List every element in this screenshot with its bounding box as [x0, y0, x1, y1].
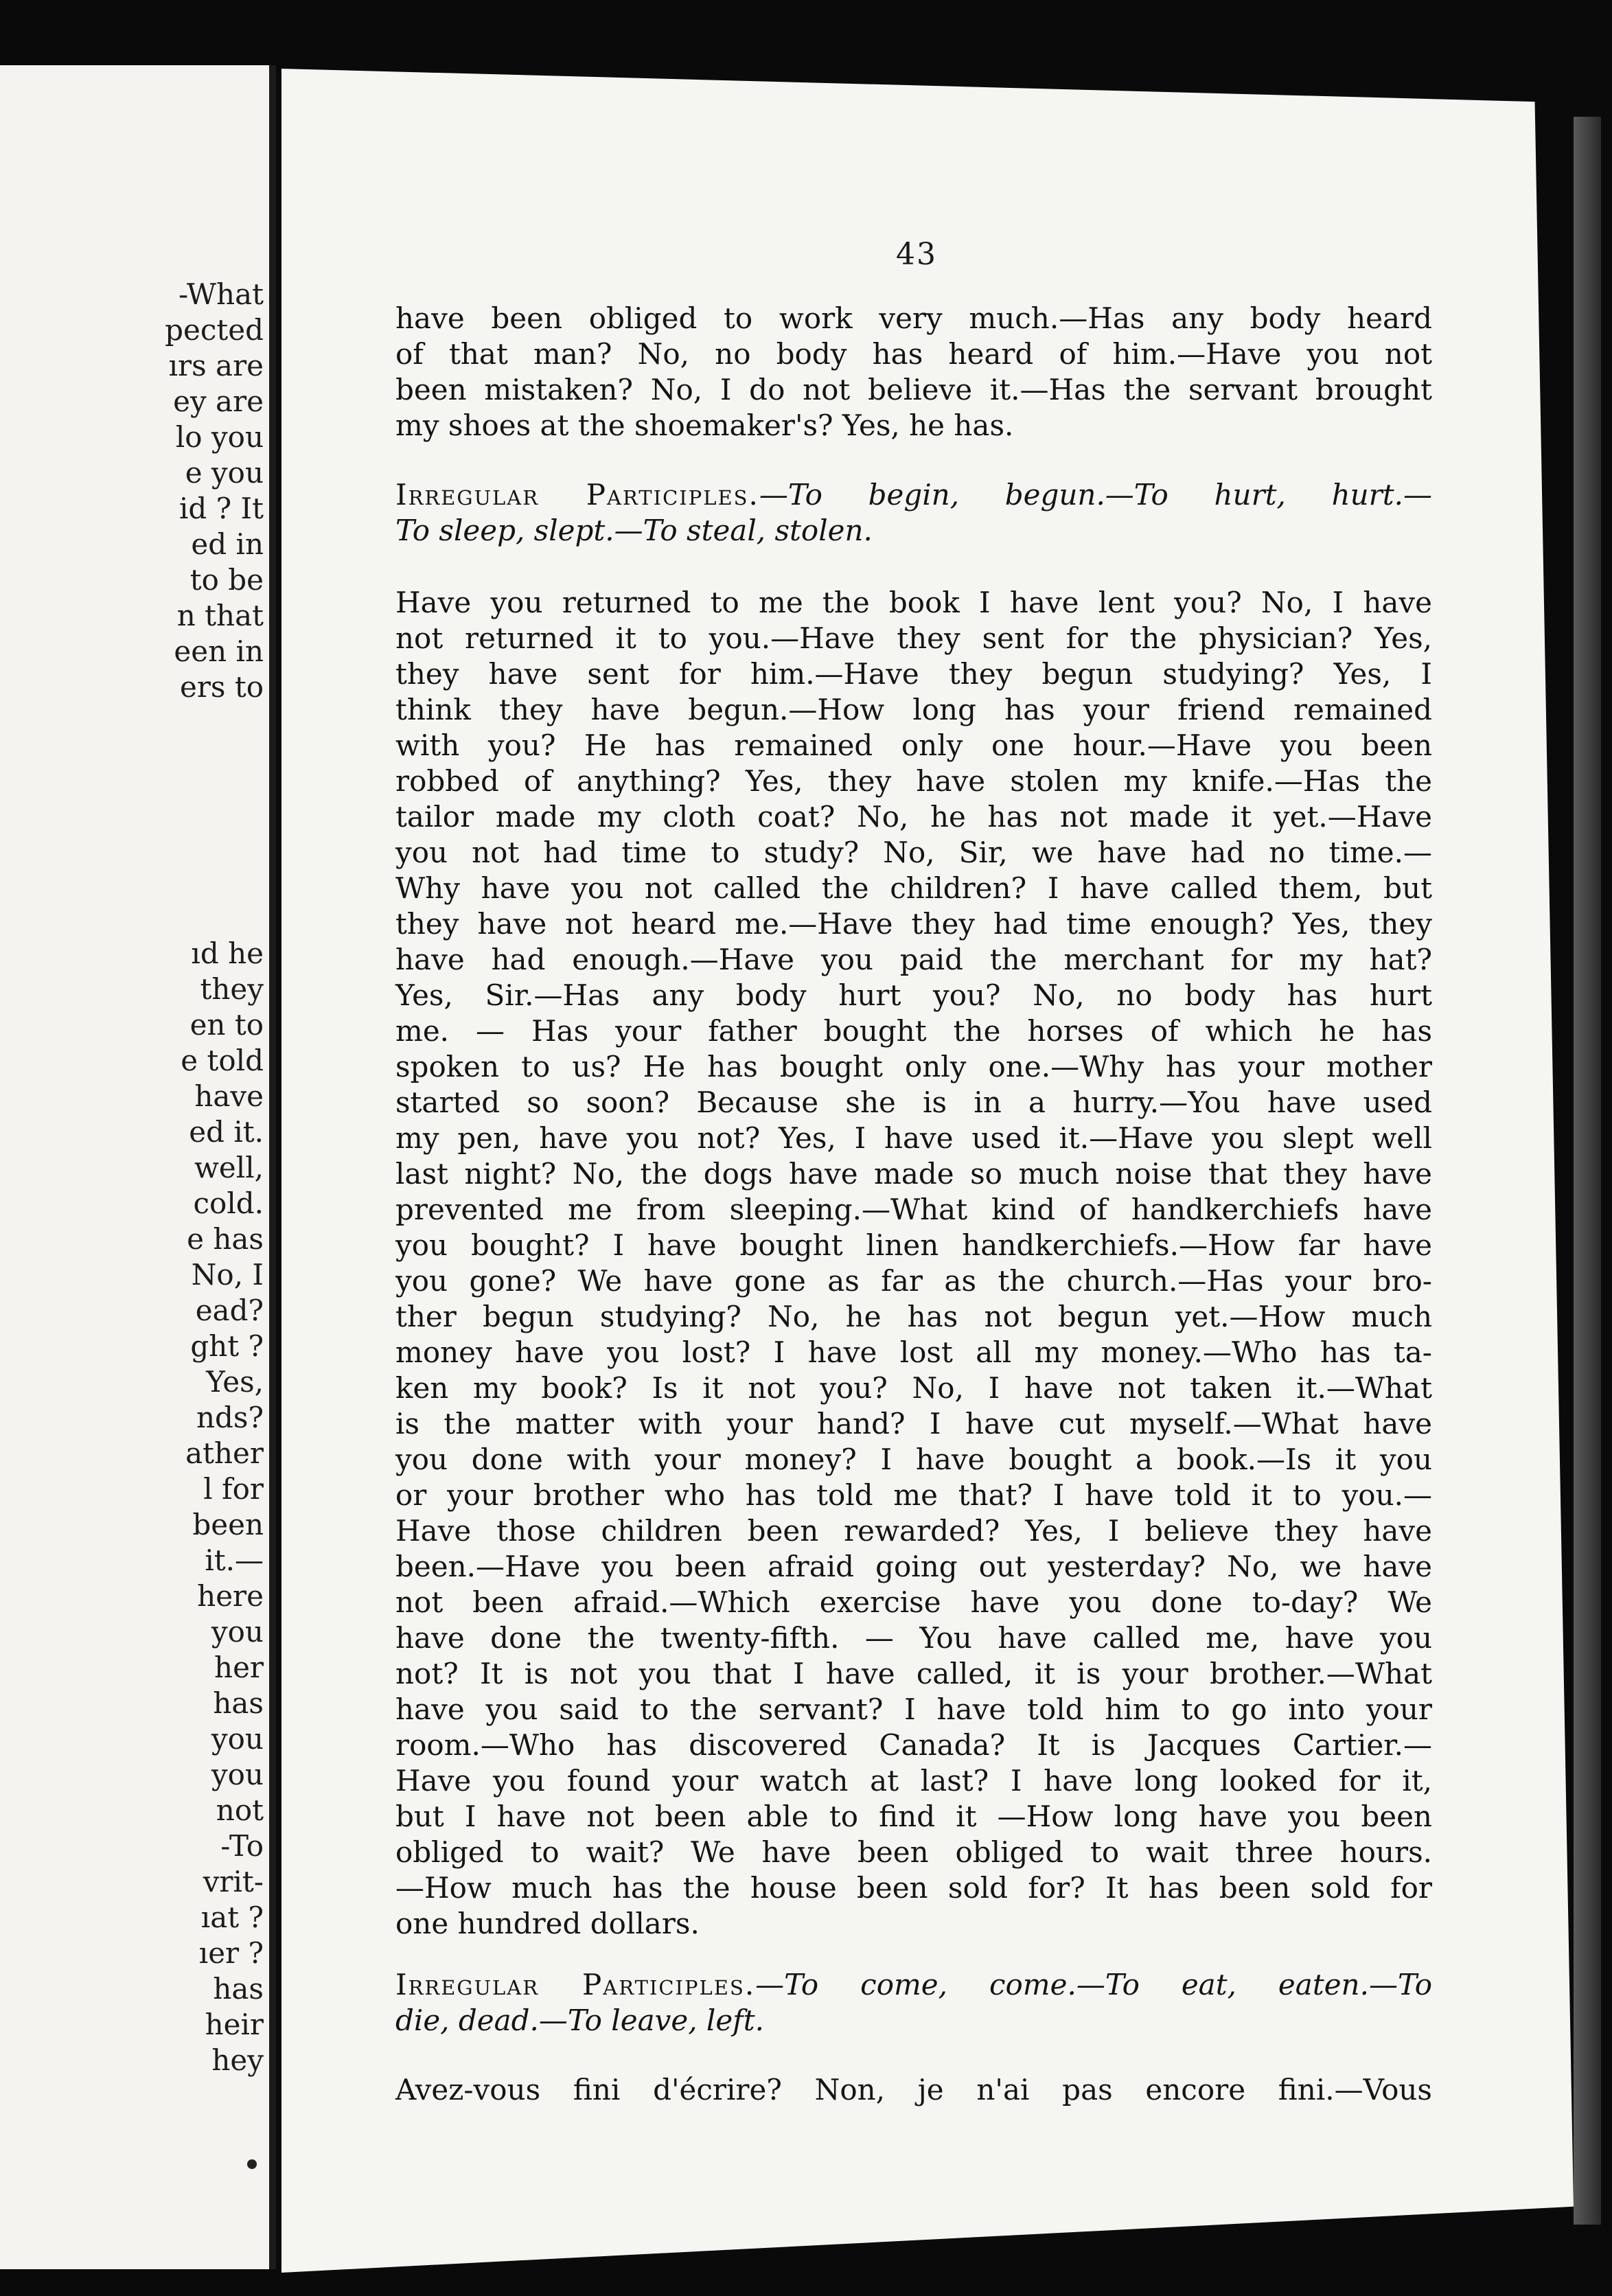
- text-line: been.—Have you been afraid going out yesterday? No, we have: [395, 1550, 1432, 1583]
- text-line: my shoes at the shoemaker's? Yes, he has.: [395, 409, 1014, 442]
- left-page-fragment: hey: [211, 2043, 264, 2077]
- text-line: Why have you not called the children? I have called them, but: [395, 871, 1432, 905]
- left-page-fragment: ght ?: [190, 1329, 264, 1363]
- text-line: they have sent for him.—Have they begun studying? Yes, I: [395, 657, 1432, 691]
- text-line: or your brother who has told me that? I have told it to you.—: [395, 1478, 1432, 1512]
- left-page-fragment: ıer ?: [198, 1936, 264, 1970]
- left-page-fragment: nds?: [196, 1401, 264, 1434]
- paragraph-2: [395, 585, 1432, 1942]
- left-page-fragment: ed in: [191, 527, 264, 561]
- text-line: money have you lost? I have lost all my money.—Who has ta-: [395, 1335, 1432, 1369]
- heading-line: die, dead.—To leave, left.: [395, 2004, 764, 2037]
- left-page-fragment: ather: [185, 1436, 264, 1470]
- text-line: have had enough.—Have you paid the merchant for my hat?: [395, 943, 1432, 976]
- left-page-fragment: lo you: [175, 420, 264, 454]
- text-line: not? It is not you that I have called, it is your brother.—What: [395, 1657, 1432, 1690]
- heading-irregular-participles-2: [395, 1967, 1432, 2039]
- heading-line: To sleep, slept.—To steal, stolen.: [395, 514, 873, 547]
- text-line: you gone? We have gone as far as the church.—Has your bro-: [395, 1264, 1432, 1298]
- paragraph-1: [395, 301, 1432, 444]
- left-page-fragment: vrit-: [203, 1865, 264, 1898]
- text-line: started so soon? Because she is in a hurry.—You have used: [395, 1086, 1432, 1119]
- left-page-fragment: cold.: [193, 1186, 264, 1220]
- text-line: me. — Has your father bought the horses of which he has: [395, 1014, 1432, 1048]
- left-page-fragment: you: [211, 1722, 264, 1756]
- heading-line: [395, 477, 1432, 513]
- left-page-fragment: you: [211, 1615, 264, 1649]
- heading-line: [395, 1967, 1432, 2003]
- text-line: ken my book? Is it not you? No, I have not taken it.—What: [395, 1371, 1432, 1405]
- left-page-fragment: ıd he: [191, 937, 264, 970]
- page-number: 43: [896, 237, 937, 272]
- left-page-fragment: ed it.: [189, 1115, 264, 1149]
- heading-label: Irregular Participles.: [395, 1968, 756, 2001]
- text-line: one hundred dollars.: [395, 1907, 700, 1940]
- text-line: —How much has the house been sold for? It has been sold for: [395, 1871, 1432, 1905]
- left-page-fragment: have: [194, 1079, 264, 1113]
- margin-dot: [247, 2159, 257, 2169]
- text-line: you bought? I have bought linen handkerchiefs.—How far have: [395, 1228, 1432, 1262]
- left-page-fragment: ıat ?: [200, 1901, 264, 1934]
- left-page-fragment: e has: [187, 1222, 264, 1256]
- left-page-fragment: Yes,: [206, 1365, 264, 1399]
- text-line: spoken to us? He has bought only one.—Why has your mother: [395, 1050, 1432, 1083]
- heading-text: —To begin, begun.—To hurt, hurt.—: [759, 478, 1432, 512]
- text-line: but I have not been able to find it —How long have you been: [395, 1800, 1432, 1833]
- left-page-fragment: -What: [178, 277, 264, 311]
- text-line: with you? He has remained only one hour.—Have you been: [395, 728, 1432, 762]
- text-line: you done with your money? I have bought a book.—Is it you: [395, 1443, 1432, 1476]
- left-page-fragment: to be: [189, 563, 264, 597]
- text-line: Have you found your watch at last? I have long looked for it,: [395, 1764, 1432, 1798]
- left-page-fragment: has: [213, 1972, 264, 2006]
- left-page-fragment: here: [197, 1579, 264, 1613]
- left-page-fragment: it.—: [205, 1543, 264, 1577]
- text-line: have done the twenty-fifth. — You have called me, have you: [395, 1621, 1432, 1655]
- text-line: not been afraid.—Which exercise have you done to-day? We: [395, 1585, 1432, 1619]
- left-page-fragment: pected: [165, 313, 264, 347]
- left-page-fragment: id ? It: [179, 492, 264, 525]
- left-page-fragment: has: [213, 1686, 264, 1720]
- text-line: last night? No, the dogs have made so much noise that they have: [395, 1157, 1432, 1191]
- text-line: you not had time to study? No, Sir, we have had no time.—: [395, 836, 1432, 869]
- left-page-fragment: been: [192, 1508, 264, 1541]
- left-facing-page: [0, 65, 276, 2269]
- text-line: think they have begun.—How long has your friend remained: [395, 693, 1432, 726]
- text-line: obliged to wait? We have been obliged to wait three hours.: [395, 1835, 1432, 1869]
- left-page-fragment: ead?: [195, 1294, 264, 1327]
- left-page-fragment: not: [216, 1793, 264, 1827]
- left-page-fragment: ırs are: [168, 349, 264, 382]
- paragraph-3: [395, 2072, 1432, 2108]
- text-line: prevented me from sleeping.—What kind of handkerchiefs have: [395, 1193, 1432, 1226]
- left-page-fragment: heir: [205, 2008, 264, 2041]
- text-line: been mistaken? No, I do not believe it.—Has the servant brought: [395, 373, 1432, 406]
- text-line: my pen, have you not? Yes, I have used it.—Have you slept well: [395, 1121, 1432, 1155]
- left-page-fragment: ey are: [173, 384, 264, 418]
- left-page-fragment: they: [200, 972, 264, 1006]
- left-page-fragment: No, I: [191, 1258, 264, 1292]
- left-page-fragment: ers to: [179, 670, 264, 704]
- heading-label: Irregular Participles.: [395, 478, 759, 512]
- text-line: Have those children been rewarded? Yes, I believe they have: [395, 1514, 1432, 1548]
- left-page-fragment: well,: [194, 1151, 264, 1184]
- text-line: tailor made my cloth coat? No, he has not made it yet.—Have: [395, 800, 1432, 834]
- text-line: they have not heard me.—Have they had time enough? Yes, they: [395, 907, 1432, 941]
- text-line: robbed of anything? Yes, they have stolen my knife.—Has the: [395, 764, 1432, 798]
- left-page-fragment: n that: [176, 599, 264, 632]
- text-line: room.—Who has discovered Canada? It is Jacques Cartier.—: [395, 1728, 1432, 1762]
- left-page-fragment: -To: [220, 1829, 264, 1863]
- page-edge-shadow: [1574, 117, 1601, 2225]
- left-page-fragment: her: [214, 1651, 264, 1684]
- text-line: have been obliged to work very much.—Has any body heard: [395, 301, 1432, 335]
- left-page-fragment: e told: [181, 1044, 264, 1077]
- left-page-fragment: e you: [185, 456, 264, 490]
- heading-text: —To come, come.—To eat, eaten.—To: [755, 1968, 1432, 2001]
- text-line: is the matter with your hand? I have cut myself.—What have: [395, 1407, 1432, 1440]
- text-line: Avez-vous fini d'écrire? Non, je n'ai pas encore fini.—Vous: [395, 2073, 1432, 2106]
- left-page-fragment: een in: [174, 634, 264, 668]
- left-page-fragment: l for: [203, 1472, 264, 1506]
- text-line: not returned it to you.—Have they sent for the physician? Yes,: [395, 621, 1432, 655]
- left-page-fragment: en to: [189, 1008, 264, 1042]
- left-page-fragment: you: [211, 1758, 264, 1791]
- text-line: of that man? No, no body has heard of him.—Have you not: [395, 337, 1432, 371]
- text-line: ther begun studying? No, he has not begun yet.—How much: [395, 1300, 1432, 1333]
- text-line: Yes, Sir.—Has any body hurt you? No, no body has hurt: [395, 978, 1432, 1012]
- heading-irregular-participles-1: [395, 477, 1432, 549]
- text-line: Have you returned to me the book I have lent you? No, I have: [395, 586, 1432, 619]
- text-line: have you said to the servant? I have told him to go into your: [395, 1692, 1432, 1726]
